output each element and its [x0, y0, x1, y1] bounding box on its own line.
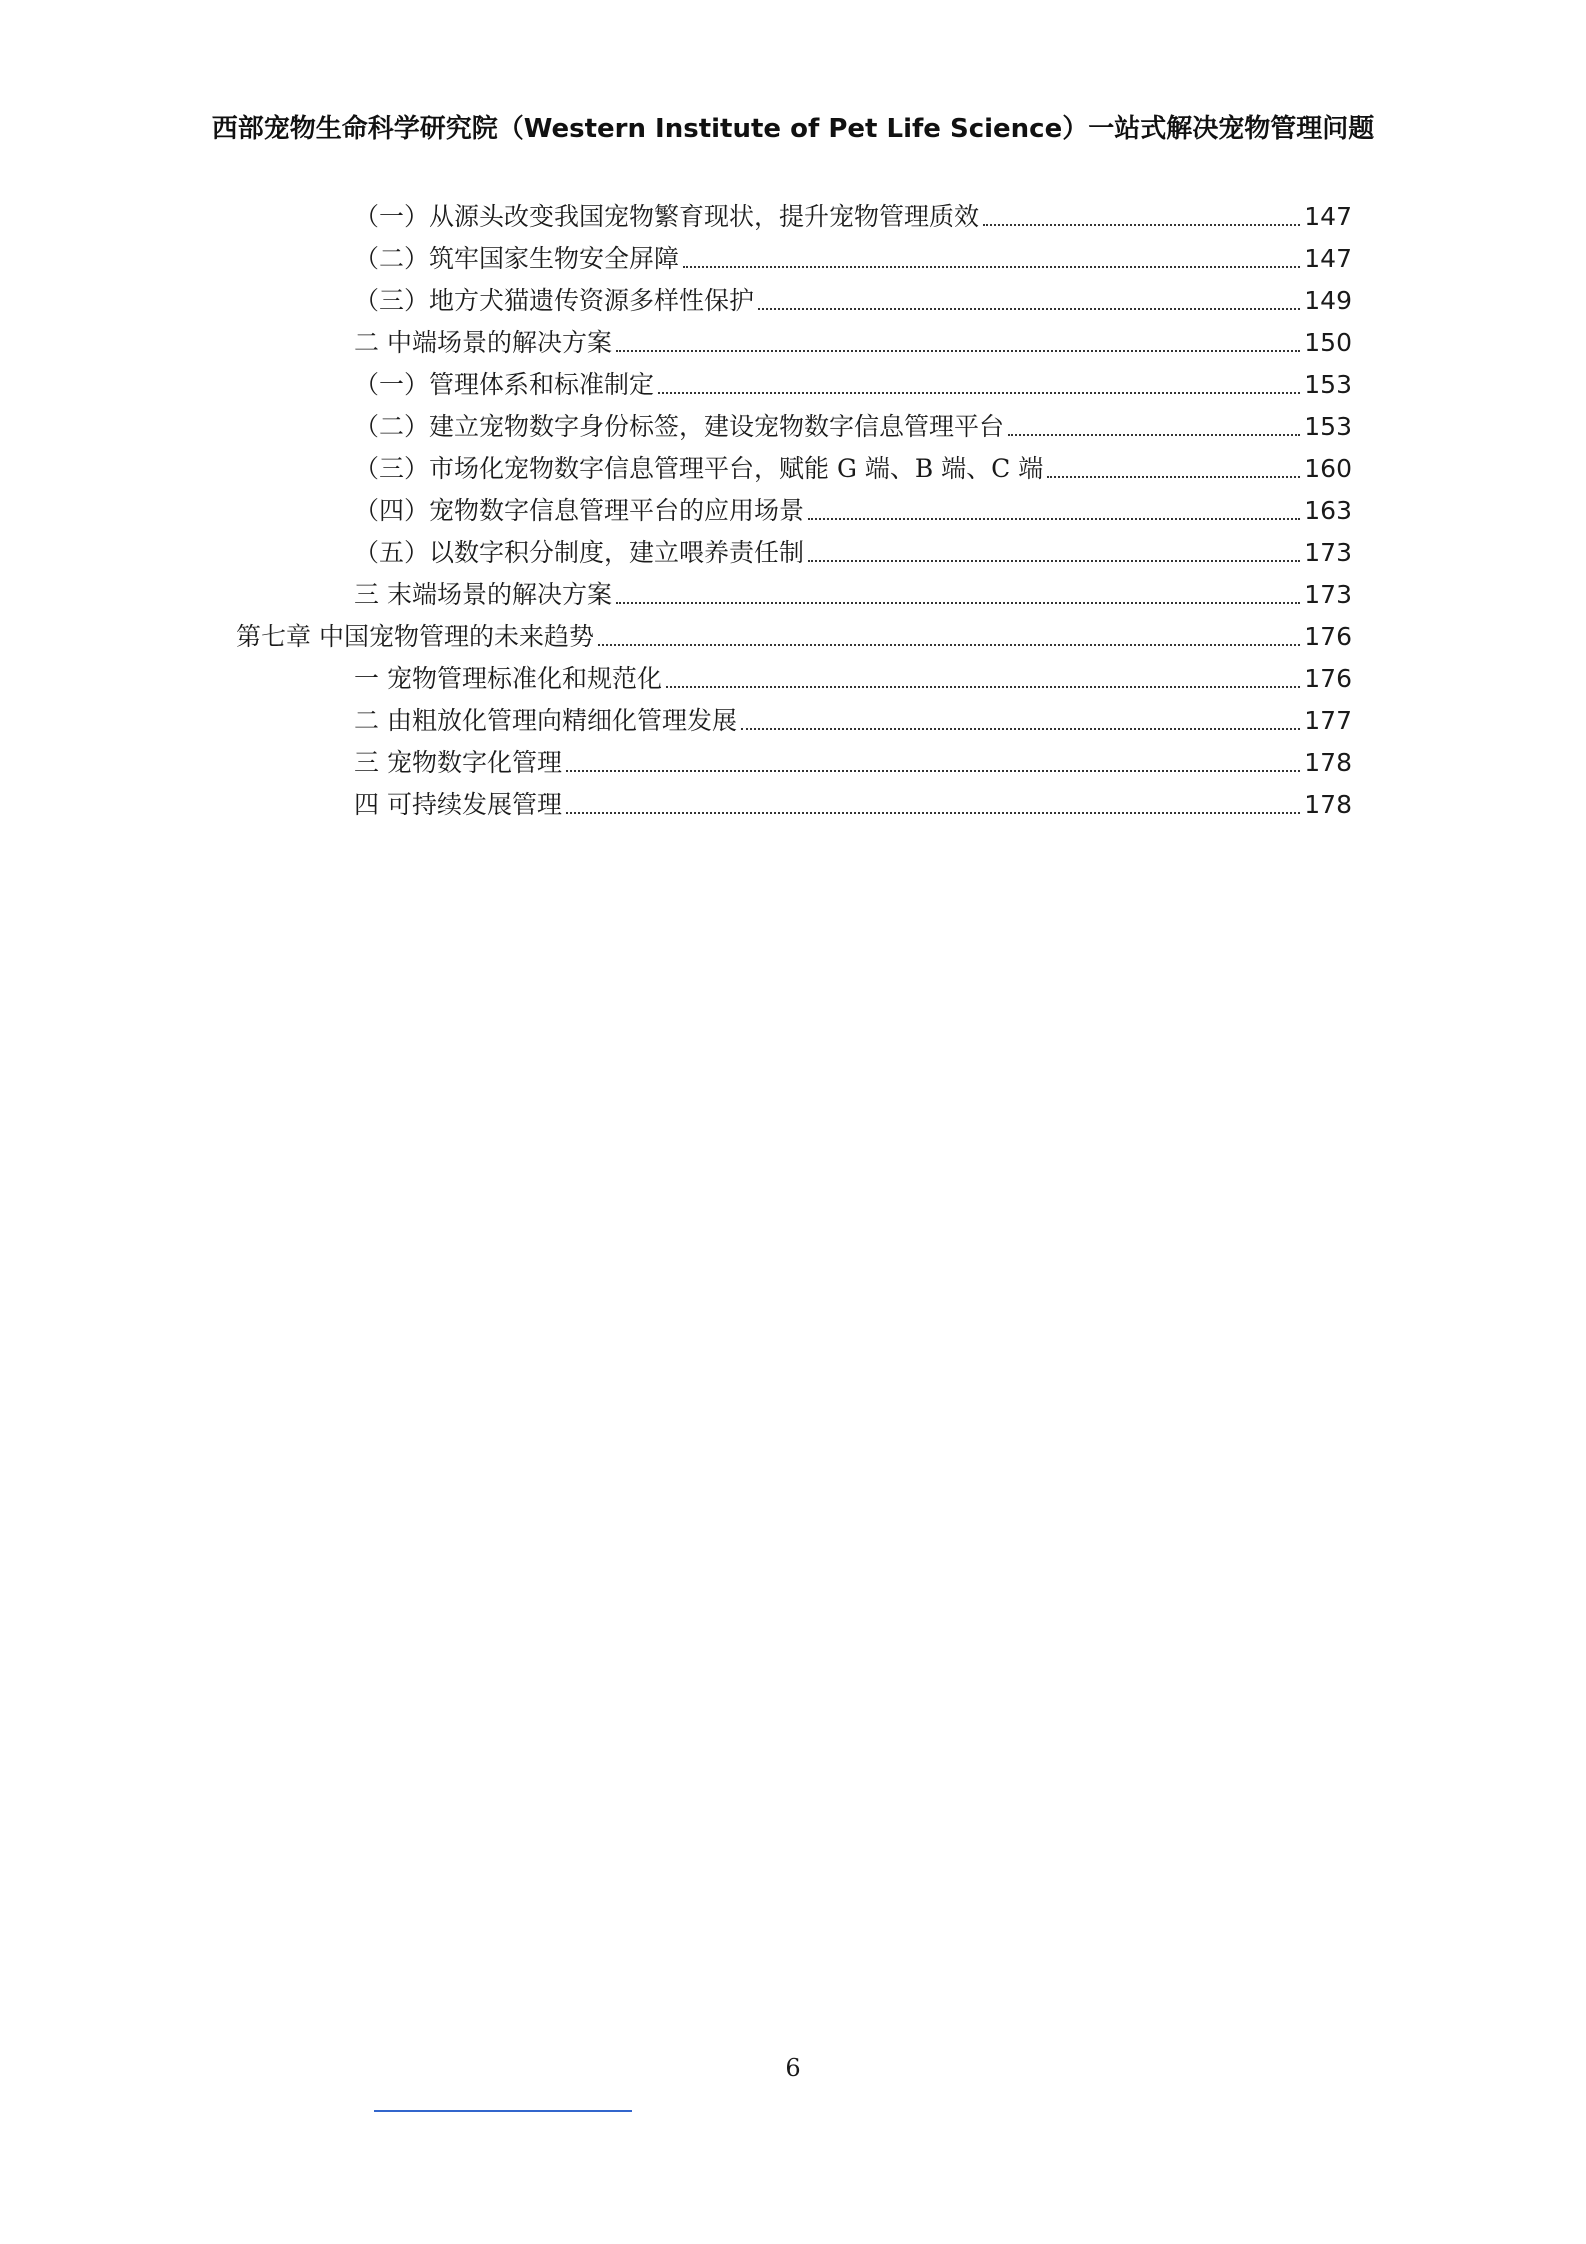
toc-leader-dots: [683, 266, 1300, 268]
toc-page-number: 173: [1304, 580, 1352, 609]
toc-entry-title: （四）宠物数字信息管理平台的应用场景: [354, 496, 805, 525]
table-of-contents: [236, 192, 1352, 822]
toc-leader-dots: [808, 560, 1300, 562]
footnote-separator-line: [374, 2110, 632, 2112]
toc-entry[interactable]: [236, 192, 1352, 234]
toc-entry[interactable]: [236, 612, 1352, 654]
toc-page-number: 176: [1304, 664, 1352, 693]
toc-entry-title: 二 中端场景的解决方案: [354, 328, 612, 357]
toc-leader-dots: [566, 770, 1300, 772]
toc-leader-dots: [983, 224, 1300, 226]
toc-leader-dots: [598, 644, 1300, 646]
toc-entry[interactable]: [236, 318, 1352, 360]
toc-entry-title: （一）从源头改变我国宠物繁育现状，提升宠物管理质效: [354, 202, 980, 231]
toc-leader-dots: [616, 350, 1300, 352]
toc-page-number: 176: [1304, 622, 1352, 651]
toc-entry[interactable]: [236, 486, 1352, 528]
toc-entry[interactable]: [236, 276, 1352, 318]
toc-page-number: 147: [1304, 244, 1352, 273]
toc-page-number: 163: [1304, 496, 1352, 525]
toc-leader-dots: [1008, 434, 1300, 436]
toc-entry-title: 二 由粗放化管理向精细化管理发展: [354, 706, 737, 735]
toc-leader-dots: [1047, 476, 1300, 478]
toc-leader-dots: [808, 518, 1300, 520]
toc-entry-title: （三）地方犬猫遗传资源多样性保护: [354, 286, 755, 315]
toc-entry[interactable]: [236, 696, 1352, 738]
toc-page-number: 160: [1304, 454, 1352, 483]
toc-entry[interactable]: [236, 234, 1352, 276]
toc-entry[interactable]: [236, 570, 1352, 612]
toc-entry[interactable]: [236, 780, 1352, 822]
toc-page-number: 153: [1304, 370, 1352, 399]
toc-entry[interactable]: [236, 444, 1352, 486]
toc-entry[interactable]: [236, 402, 1352, 444]
toc-page-number: 153: [1304, 412, 1352, 441]
toc-entry[interactable]: [236, 738, 1352, 780]
toc-entry-title: 三 宠物数字化管理: [354, 748, 562, 777]
toc-entry-title: （三）市场化宠物数字信息管理平台，赋能 G 端、B 端、C 端: [354, 454, 1044, 483]
toc-page-number: 147: [1304, 202, 1352, 231]
toc-page-number: 177: [1304, 706, 1352, 735]
toc-leader-dots: [666, 686, 1300, 688]
page-number: 6: [785, 2054, 801, 2082]
toc-entry-title: （五）以数字积分制度，建立喂养责任制: [354, 538, 805, 567]
toc-leader-dots: [758, 308, 1300, 310]
toc-entry-title: （一）管理体系和标准制定: [354, 370, 655, 399]
toc-leader-dots: [741, 728, 1300, 730]
toc-entry-title: （二）筑牢国家生物安全屏障: [354, 244, 680, 273]
toc-leader-dots: [658, 392, 1300, 394]
toc-entry[interactable]: [236, 528, 1352, 570]
page-header-title: 西部宠物生命科学研究院（Western Institute of Pet Life Science）一站式解决宠物管理问题: [211, 114, 1375, 144]
toc-leader-dots: [616, 602, 1300, 604]
toc-entry[interactable]: [236, 360, 1352, 402]
toc-page-number: 173: [1304, 538, 1352, 567]
toc-entry-title: 一 宠物管理标准化和规范化: [354, 664, 662, 693]
toc-entry-title: 三 末端场景的解决方案: [354, 580, 612, 609]
toc-page-number: 149: [1304, 286, 1352, 315]
toc-page-number: 178: [1304, 748, 1352, 777]
toc-page-number: 150: [1304, 328, 1352, 357]
toc-entry-title: 四 可持续发展管理: [354, 790, 562, 819]
toc-entry-title: （二）建立宠物数字身份标签，建设宠物数字信息管理平台: [354, 412, 1005, 441]
toc-entry[interactable]: [236, 654, 1352, 696]
toc-entry-title: 第七章 中国宠物管理的未来趋势: [236, 622, 594, 651]
toc-leader-dots: [566, 812, 1300, 814]
toc-page-number: 178: [1304, 790, 1352, 819]
